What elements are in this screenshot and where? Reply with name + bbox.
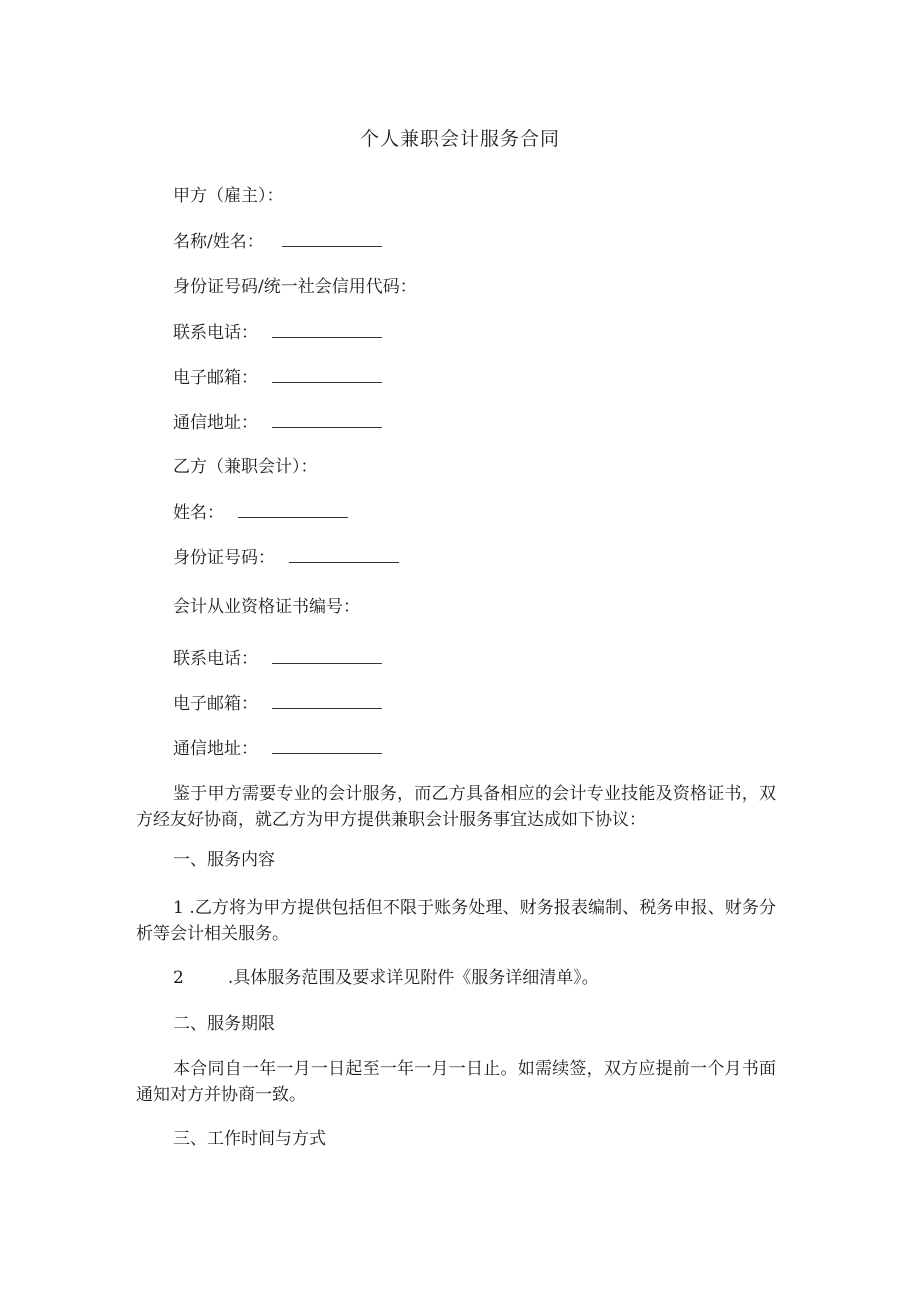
party-b-email-row	[173, 691, 382, 716]
party-a-name-row	[173, 229, 382, 254]
section-1-item-1: 1 .乙方将为甲方提供包括但不限于账务处理、财务报表编制、税务申报、财务分析等会计相关服务。	[136, 898, 776, 944]
party-a-address-field[interactable]	[272, 410, 382, 428]
party-b-address-label: 通信地址：	[173, 739, 258, 759]
party-b-phone-row	[173, 646, 382, 671]
party-b-email-label: 电子邮箱：	[173, 694, 258, 714]
party-b-name-label: 姓名：	[173, 503, 224, 523]
section-1-item-2	[173, 966, 599, 990]
party-b-id-row	[173, 545, 399, 570]
section-1-heading: 一、服务内容	[173, 850, 275, 870]
section-2-heading: 二、服务期限	[173, 1014, 275, 1034]
party-b-name-field[interactable]	[238, 500, 348, 518]
party-b-id-label: 身份证号码：	[173, 548, 275, 568]
party-a-phone-field[interactable]	[272, 320, 382, 338]
preamble-paragraph: 鉴于甲方需要专业的会计服务，而乙方具备相应的会计专业技能及资格证书，双方经友好协商，就乙方为甲方提供兼职会计服务事宜达成如下协议：	[136, 784, 776, 830]
party-a-id-label: 身份证号码/统一社会信用代码：	[173, 277, 417, 297]
party-b-email-field[interactable]	[272, 691, 382, 709]
party-a-heading: 甲方（雇主）：	[173, 186, 284, 206]
party-b-name-row	[173, 500, 348, 525]
party-a-address-row	[173, 410, 382, 435]
party-b-heading: 乙方（兼职会计）：	[173, 457, 318, 477]
party-a-email-label: 电子邮箱：	[173, 368, 258, 388]
document-title: 个人兼职会计服务合同	[359, 128, 560, 150]
party-a-name-field[interactable]	[282, 229, 382, 247]
section-2-paragraph: 本合同自一年一月一日起至一年一月一日止。如需续签，双方应提前一个月书面通知对方并协商一致。	[136, 1059, 776, 1105]
party-a-email-field[interactable]	[272, 365, 382, 383]
party-b-phone-label: 联系电话：	[173, 649, 258, 669]
party-a-phone-row	[173, 320, 382, 345]
section-1-item-2-number: 2	[173, 968, 184, 988]
section-1-item-2-text: .具体服务范围及要求详见附件《服务详细清单》。	[227, 968, 599, 988]
party-a-phone-label: 联系电话：	[173, 323, 258, 343]
party-a-email-row	[173, 365, 382, 390]
party-b-address-row	[173, 736, 382, 761]
party-a-name-label: 名称/姓名：	[173, 232, 264, 252]
party-b-address-field[interactable]	[272, 736, 382, 754]
section-3-heading: 三、工作时间与方式	[173, 1129, 326, 1149]
party-b-cert-label: 会计从业资格证书编号：	[173, 597, 360, 617]
party-a-address-label: 通信地址：	[173, 413, 258, 433]
party-b-phone-field[interactable]	[272, 646, 382, 664]
party-b-id-field[interactable]	[289, 545, 399, 563]
